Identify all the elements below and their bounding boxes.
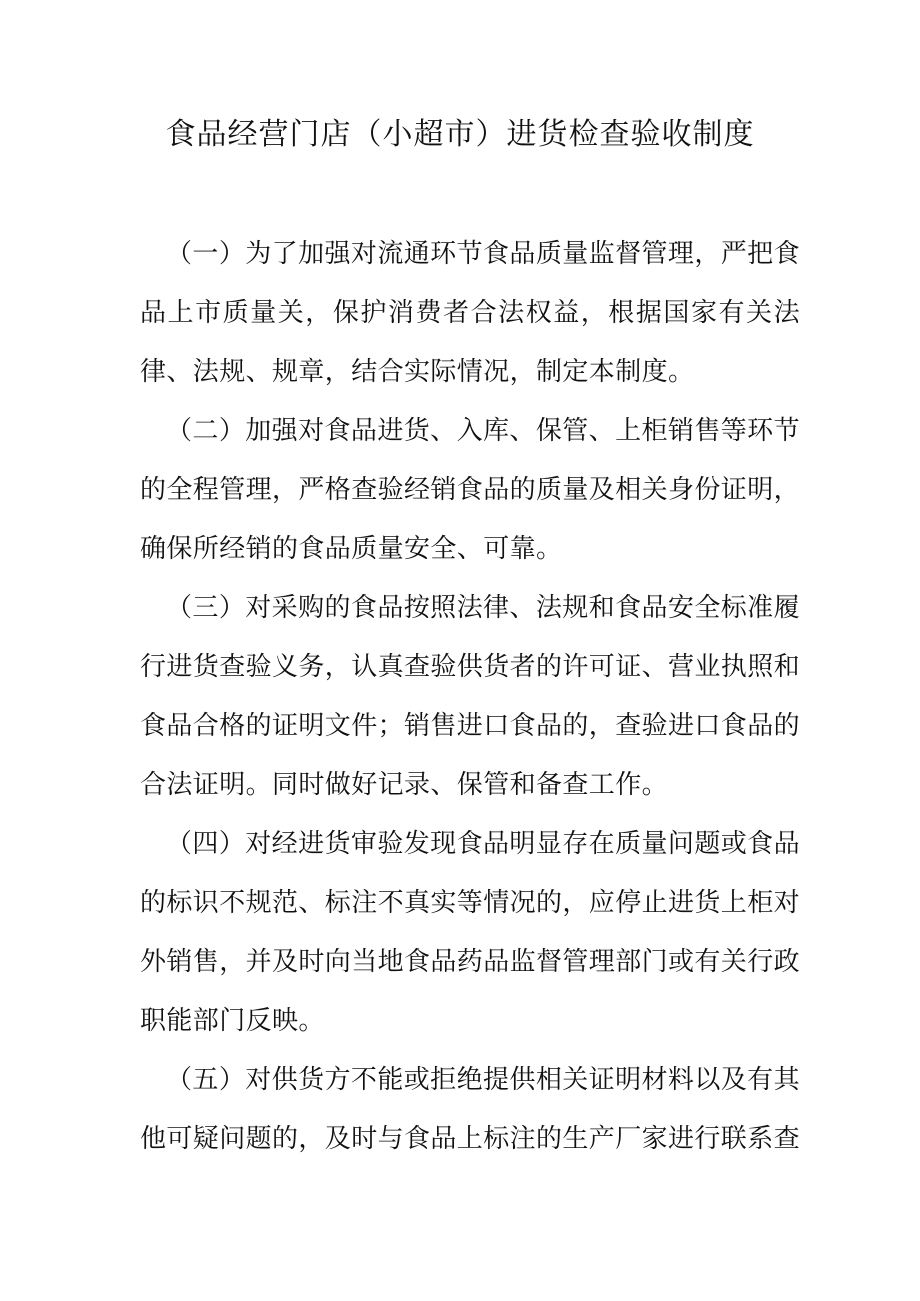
paragraph-5: （五）对供货方不能或拒绝提供相关证明材料以及有其他可疑问题的，及时与食品上标注的生产厂家进行联系查 (140, 1065, 801, 1154)
paragraph-3: （三）对采购的食品按照法律、法规和食品安全标准履行进货查验义务，认真查验供货者的许可证、营业执照和食品合格的证明文件；销售进口食品的，查验进口食品的合法证明。同时做好记录、保管和备查工作。 (140, 593, 801, 800)
paragraph-1: （一）为了加强对流通环节食品质量监督管理，严把食品上市质量关，保护消费者合法权益，根据国家有关法律、法规、规章，结合实际情况，制定本制度。 (140, 239, 800, 387)
paragraph-4: （四）对经进货审验发现食品明显存在质量问题或食品的标识不规范、标注不真实等情况的，应停止进货上柜对外销售，并及时向当地食品药品监督管理部门或有关行政职能部门反映。 (140, 829, 801, 1036)
document-title: 食品经营门店（小超市）进货检查验收制度 (165, 117, 755, 152)
paragraph-2: （二）加强对食品进货、入库、保管、上柜销售等环节的全程管理，严格查验经销食品的质量及相关身份证明，确保所经销的食品质量安全、可靠。 (140, 416, 801, 564)
document-body (140, 225, 800, 1169)
